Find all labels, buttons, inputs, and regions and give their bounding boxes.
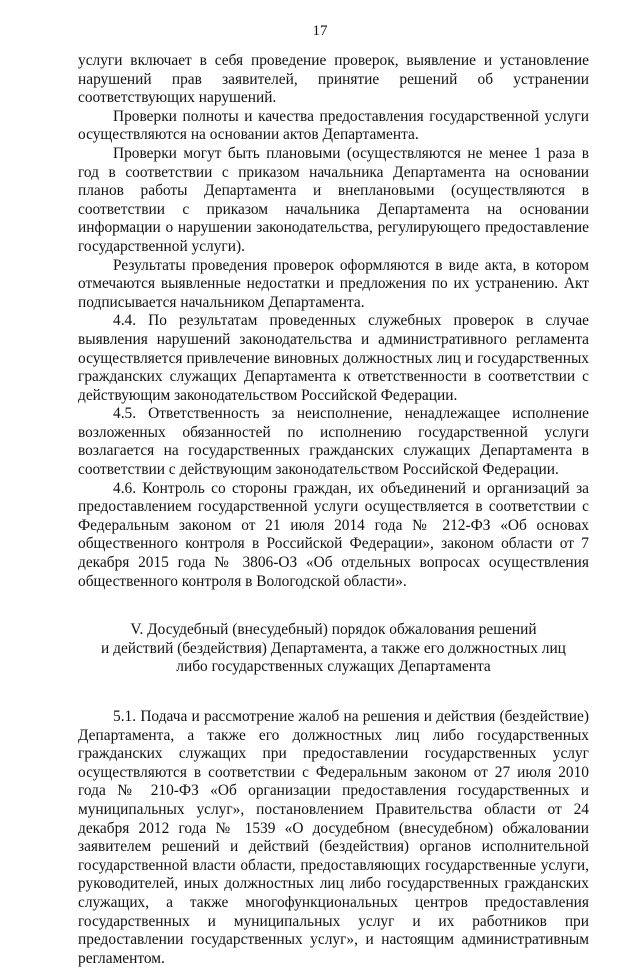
- paragraph-inspection-basis: Проверки полноты и качества предоставления государственной услуги осуществляются на основании актов Департамента.: [78, 107, 589, 144]
- document-body: [78, 52, 589, 968]
- paragraph-5-1: 5.1. Подача и рассмотрение жалоб на решения и действия (бездействие) Департамента, а также его должностных лиц либо государственных гражданских служащих при предоставлении государственных услуг осуществляются в соответствии с Федеральным законом от 27 июля 2010 года № 210-ФЗ «Об организации предоставления государственных и муниципальных услуг», постановлением Правительства области от 24 декабря 2012 года № 1539 «О досудебном (внесудебном) обжаловании заявителем решений и действий (бездействия) органов исполнительной государственной власти области, предоставляющих государственные услуги, руководителей, иных должностных лиц либо государственных гражданских служащих, а также многофункциональных центров предоставления государственных и муниципальных услуг и их работников при предоставлении государственных услуг», и настоящим административным регламентом.: [78, 708, 589, 967]
- paragraph-inspection-results: Результаты проведения проверок оформляются в виде акта, в котором отмечаются выявленные недостатки и предложения по их устранению. Акт подписывается начальником Департамента.: [78, 256, 589, 311]
- section-heading: [78, 621, 589, 677]
- section-heading-line-3: либо государственных служащих Департамента: [176, 658, 491, 676]
- paragraph-inspection-types: Проверки могут быть плановыми (осуществляются не менее 1 раза в год в соответствии с приказом начальника Департамента на основании планов работы Департамента и внеплановыми (осуществляются в соответствии с приказом начальника Департамента на основании информации о нарушении законодательства, регулирующего предоставление государственной услуги).: [78, 144, 589, 255]
- paragraph-continuation: услуги включает в себя проведение проверок, выявление и установление нарушений прав заявителей, принятие решений об устранении соответствующих нарушений.: [78, 52, 589, 107]
- paragraph-4-5: 4.5. Ответственность за неисполнение, ненадлежащее исполнение возложенных обязанностей по исполнению государственной услуги возлагается на государственных гражданских служащих Департамента в соответствии с действующим законодательством Российской Федерации.: [78, 405, 589, 479]
- paragraph-4-6: 4.6. Контроль со стороны граждан, их объединений и организаций за предоставлением государственной услуги осуществляется в соответствии с Федеральным законом от 21 июля 2014 года № 212-ФЗ «Об основах общественного контроля в Российской Федерации», законом области от 7 декабря 2015 года № 3806-ОЗ «Об отдельных вопросах осуществления общественного контроля в Вологодской области».: [78, 479, 589, 590]
- page-number: 17: [312, 23, 328, 39]
- paragraph-4-4: 4.4. По результатам проведенных служебных проверок в случае выявления нарушений законодательства и административного регламента осуществляется привлечение виновных должностных лиц и государственных гражданских служащих Департамента к ответственности в соответствии с действующим законодательством Российской Федерации.: [78, 312, 589, 404]
- section-heading-line-1: V. Досудебный (внесудебный) порядок обжалования решений: [130, 621, 537, 639]
- section-heading-line-2: и действий (бездействия) Департамента, а также его должностных лиц: [101, 639, 566, 657]
